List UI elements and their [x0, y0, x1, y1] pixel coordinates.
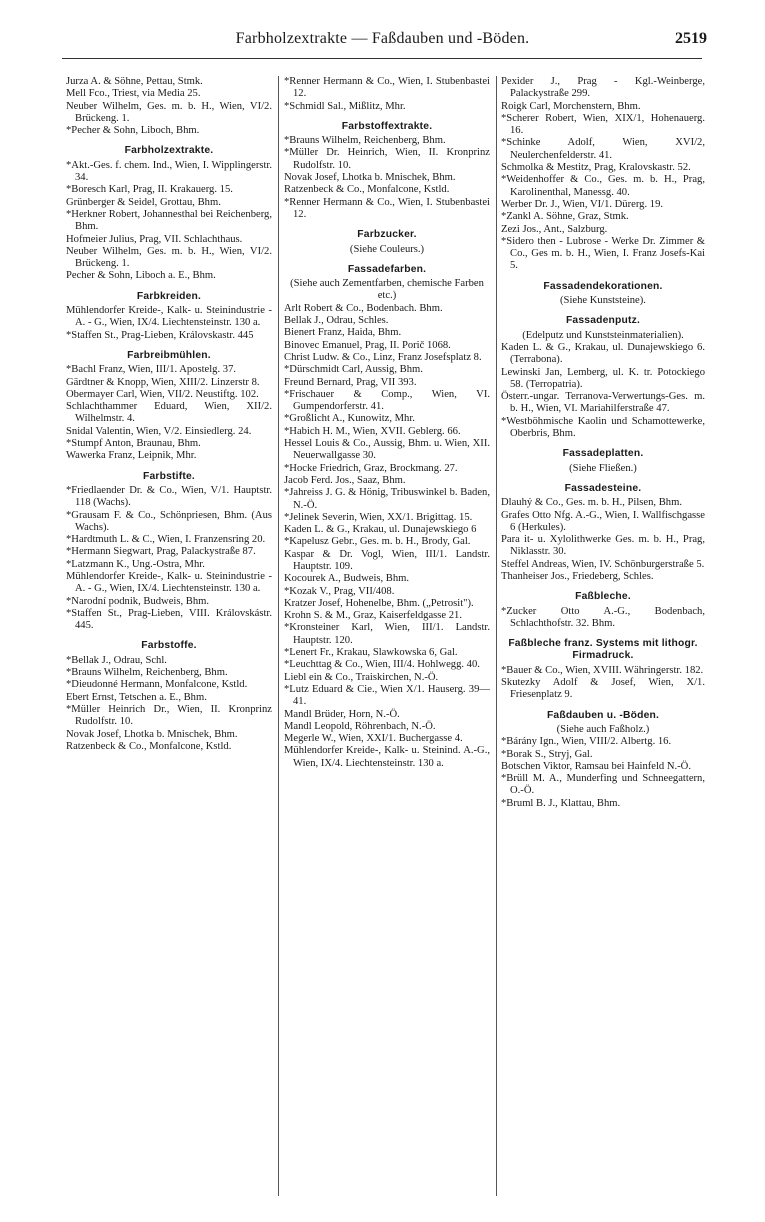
directory-entry: Neuber Wilhelm, Ges. m. b. H., Wien, VI/2. Brückeng. 1. [66, 245, 272, 270]
directory-entry: *Kapelusz Gebr., Ges. m. b. H., Brody, Gal. [284, 536, 471, 548]
directory-entry: Binovec Emanuel, Prag, II. Porič 1068. [284, 339, 451, 351]
column-divider [278, 76, 279, 1196]
directory-entry: *Jahreiss J. G. & Hönig, Tribuswinkel b. Baden, N.-Ö. [284, 487, 490, 511]
directory-entry: *Müller Dr. Heinrich, Wien, II. Kronprinz Rudolfstr. 10. [284, 147, 490, 171]
directory-entry: *Bachl Franz, Wien, III/1. Apostelg. 37. [66, 364, 237, 376]
directory-entry: *Bellak J., Odrau, Schl. [66, 654, 167, 666]
directory-entry: *Lutz Eduard & Cie., Wien X/1. Hauserg. 39—41. [284, 683, 490, 708]
directory-entry: *Sidero then - Lubrose - Werke Dr. Zimmer & Co., Ges m. b. H., Wien, I. Franz Josefs-Kai 5. [501, 235, 705, 272]
directory-entry: Steffel Andreas, Wien, IV. Schönburgerstraße 5. [501, 558, 705, 570]
section-heading: Farbstoffe. [141, 640, 197, 652]
directory-entry: Christ Ludw. & Co., Linz, Franz Josefsplatz 8. [284, 351, 482, 363]
page-number: 2519 [675, 30, 707, 47]
directory-entry: Mell Fco., Triest, via Media 25. [66, 88, 201, 100]
column-divider [496, 76, 497, 1196]
section-note: (Siehe auch Faßholz.) [556, 723, 650, 735]
directory-entry: Hofmeier Julius, Prag, VII. Schlachthaus. [66, 233, 243, 245]
directory-entry: *Zankl A. Söhne, Graz, Stmk. [501, 211, 629, 223]
directory-entry: *Schinke Adolf, Wien, XVI/2, Neulerchenfelderstr. 41. [501, 137, 705, 161]
section-heading: Farbholzextrakte. [124, 145, 214, 157]
directory-entry: Pecher & Sohn, Liboch a. E., Bhm. [66, 270, 216, 282]
directory-entry: Mandl Leopold, Röhrenbach, N.-Ö. [284, 720, 436, 732]
directory-entry: *Bauer & Co., Wien, XVIII. Währingerstr. 182. [501, 664, 704, 676]
directory-entry: Mühlendorfer Kreide-, Kalk- u. Steinindustrie - A. - G., Wien, IX/4. Liechtensteinstr. 130 a. [66, 305, 272, 329]
directory-entry: Dlauhý & Co., Ges. m. b. H., Pilsen, Bhm. [501, 497, 682, 509]
section-heading: Faßbleche. [575, 591, 631, 603]
section-heading: Fassadefarben. [347, 263, 427, 275]
directory-entry: Megerle W., Wien, XXI/1. Buchergasse 4. [284, 733, 463, 745]
directory-entry: Thanheiser Jos., Friedeberg, Schles. [501, 570, 654, 582]
directory-entry: *Hocke Friedrich, Graz, Brockmang. 27. [284, 462, 458, 474]
section-heading: Farbstifte. [143, 470, 195, 482]
directory-entry: *Grausam F. & Co., Schönpriesen, Bhm. (Aus Wachs). [66, 509, 272, 533]
section-note: (Siehe Fließen.) [569, 462, 637, 474]
directory-entry: Zezi Jos., Ant., Salzburg. [501, 223, 608, 235]
section-heading: Farbstoffextrakte. [341, 120, 433, 132]
directory-entry: *Boresch Karl, Prag, II. Krakauerg. 15. [66, 184, 233, 196]
section-note: (Siehe Kunststeine). [560, 295, 646, 307]
directory-entry: Kratzer Josef, Hohenelbe, Bhm. („Petrosit"). [284, 597, 474, 609]
directory-entry: *Bruml B. J., Klattau, Bhm. [501, 797, 621, 809]
directory-entry: *Brauns Wilhelm, Reichenberg, Bhm. [66, 667, 228, 679]
directory-entry: *Hermann Siegwart, Prag, Palackystraße 87. [66, 546, 256, 558]
page-title: Farbholzextrakte — Faßdauben und -Böden. [235, 30, 530, 47]
directory-entry: *Großlicht A., Kunowitz, Mhr. [284, 413, 415, 425]
directory-entry: Krohn S. & M., Graz, Kaiserfeldgasse 21. [284, 610, 462, 622]
column-2 [284, 76, 490, 770]
directory-entry: *Herkner Robert, Johannesthal bei Reichenberg, Bhm. [66, 208, 272, 233]
section-heading: Fassadendekorationen. [543, 280, 663, 292]
directory-entry: *Kronsteiner Karl, Wien, III/1. Landstr. Hauptstr. 120. [284, 622, 490, 646]
directory-entry: Mühlendorfer Kreide-, Kalk- u. Steinindustrie - A. - G., Wien, IX/4. Liechtensteinstr. 130 a. [66, 570, 272, 595]
directory-entry: Grünberger & Seidel, Grottau, Bhm. [66, 196, 221, 208]
directory-entry: *Staffen St., Prag-Lieben, Královskastr. 445 [66, 329, 254, 341]
directory-entry: *Renner Hermann & Co., Wien, I. Stubenbastei 12. [284, 76, 490, 100]
directory-entry: *Jelinek Severin, Wien, XX/1. Brigittag. 15. [284, 511, 473, 523]
directory-entry: Liebl ein & Co., Traiskirchen, N.-Ö. [284, 671, 439, 683]
directory-entry: *Borak S., Stryj, Gal. [501, 748, 593, 760]
directory-entry: *Friedlaender Dr. & Co., Wien, V/1. Hauptstr. 118 (Wachs). [66, 484, 272, 509]
directory-entry: *Dieudonné Hermann, Monfalcone, Kstld. [66, 679, 248, 691]
directory-entry: *Habich H. M., Wien, XVII. Geblerg. 66. [284, 425, 461, 437]
directory-entry: *Lenert Fr., Krakau, Slawkowska 6, Gal. [284, 647, 458, 659]
directory-entry: Botschen Viktor, Ramsau bei Hainfeld N.-Ö. [501, 760, 691, 772]
directory-entry: Kaden L. & G., Krakau, ul. Dunajewskiego 6 [284, 524, 477, 536]
directory-entry: *Kozak V., Prag, VII/408. [284, 585, 395, 597]
directory-entry: Neuber Wilhelm, Ges. m. b. H., Wien, VI/2. Brückeng. 1. [66, 100, 272, 124]
directory-entry: Novak Josef, Lhotka b. Mnischek, Bhm. [66, 728, 238, 740]
column-1 [66, 76, 272, 753]
section-heading: Farbzucker. [357, 229, 417, 241]
section-heading: Fassadesteine. [564, 482, 642, 494]
directory-entry: *Zucker Otto A.-G., Bodenbach, Schlachthofstr. 32. Bhm. [501, 605, 705, 629]
directory-entry: Mandl Brüder, Horn, N.-Ö. [284, 708, 400, 720]
directory-entry: *Müller Heinrich Dr., Wien, II. Kronprinz Rudolfstr. 10. [66, 703, 272, 728]
directory-entry: *Frischauer & Comp., Wien, VI. Gumpendorferstr. 41. [284, 388, 490, 413]
directory-entry: *Latzmann K., Ung.-Ostra, Mhr. [66, 558, 205, 570]
directory-entry: Obermayer Carl, Wien, VII/2. Neustiftg. 102. [66, 388, 259, 400]
directory-entry: *Bárány Ign., Wien, VIII/2. Albertg. 16. [501, 736, 672, 748]
directory-entry: Lewinski Jan, Lemberg, ul. K. tr. Potockiego 58. (Terropatria). [501, 366, 705, 390]
directory-entry: Bienert Franz, Haida, Bhm. [284, 327, 402, 339]
directory-entry: Snidal Valentin, Wien, V/2. Einsiedlerg. 24. [66, 425, 252, 437]
directory-entry: Grafes Otto Nfg. A.-G., Wien, I. Wallfischgasse 6 (Herkules). [501, 509, 705, 533]
directory-entry: *Renner Hermann & Co., Wien, I. Stubenbastei 12. [284, 196, 490, 220]
directory-entry: Ratzenbeck & Co., Monfalcone, Kstld. [284, 184, 450, 196]
directory-entry: Ratzenbeck & Co., Monfalcone, Kstld. [66, 740, 232, 752]
directory-entry: *Stumpf Anton, Braunau, Bhm. [66, 438, 201, 450]
directory-entry: Kaden L. & G., Krakau, ul. Dunajewskiego 6.(Terrabona). [501, 341, 705, 366]
directory-entry: Bellak J., Odrau, Schles. [284, 315, 389, 327]
directory-entry: Jurza A. & Söhne, Pettau, Stmk. [66, 76, 203, 87]
directory-entry: *Schmidl Sal., Mißlitz, Mhr. [284, 100, 406, 112]
section-heading: Farbreibmühlen. [127, 349, 211, 361]
section-heading: Faßdauben u. -Böden. [546, 709, 660, 721]
page-header [0, 30, 765, 54]
directory-entry: Österr.-ungar. Terranova-Verwertungs-Ges. m. b. H., Wien, VI. Mariahilferstraße 47. [501, 391, 705, 415]
directory-entry: Werber Dr. J., Wien, VI/1. Dürerg. 19. [501, 198, 664, 210]
directory-entry: Mühlendorfer Kreide-, Kalk- u. Steinind. A.-G., Wien, IX/4. Liechtensteinstr. 130 a. [284, 745, 490, 769]
directory-entry: Hessel Louis & Co., Aussig, Bhm. u. Wien, XII. Neuerwallgasse 30. [284, 438, 490, 462]
section-heading: Fassadeplatten. [562, 448, 644, 460]
section-heading: Faßbleche franz. Systems mit lithogr. Firmadruck. [508, 638, 698, 662]
directory-entry: *Weidenhoffer & Co., Ges. m. b. H., Prag, Karolinenthal, Manessg. 40. [501, 174, 705, 198]
directory-entry: *Akt.-Ges. f. chem. Ind., Wien, I. Wipplingerstr. 34. [66, 159, 272, 184]
directory-entry: *Pecher & Sohn, Liboch, Bhm. [66, 125, 200, 137]
directory-entry: Jacob Ferd. Jos., Saaz, Bhm. [284, 474, 406, 486]
directory-entry: Schmolka & Mestitz, Prag, Kralovskastr. 52. [501, 162, 691, 174]
directory-entry: Roigk Carl, Morchenstern, Bhm. [501, 100, 641, 112]
header-rule [62, 58, 702, 59]
directory-entry: *Hardtmuth L. & C., Wien, I. Franzensring 20. [66, 534, 266, 546]
directory-entry: *Narodní podnik, Budweis, Bhm. [66, 595, 210, 607]
directory-entry: Schlachthammer Eduard, Wien, XII/2. Wilhelmstr. 4. [66, 401, 272, 425]
directory-entry: Arlt Robert & Co., Bodenbach. Bhm. [284, 302, 443, 314]
directory-entry: *Brauns Wilhelm, Reichenberg, Bhm. [284, 135, 446, 147]
directory-entry: *Leuchttag & Co., Wien, III/4. Hohlwegg. 40. [284, 659, 480, 671]
column-3 [501, 76, 705, 810]
directory-entry: *Westböhmische Kaolin und Schamottewerke, Oberbris, Bhm. [501, 415, 705, 440]
directory-entry: Kocourek A., Budweis, Bhm. [284, 573, 410, 585]
directory-entry: *Brüll M. A., Munderfing und Schneegattern, O.-Ö. [501, 773, 705, 797]
directory-entry: Para it- u. Xylolithwerke Ges. m. b. H., Prag, Niklasstr. 30. [501, 534, 705, 558]
directory-entry: *Scherer Robert, Wien, XIX/1, Hohenauerg. 16. [501, 112, 705, 137]
directory-entry: Freund Bernard, Prag, VII 393. [284, 376, 417, 388]
directory-entry: Skutezky Adolf & Josef, Wien, X/1. Friesenplatz 9. [501, 677, 705, 701]
section-note: (Edelputz und Kunststeinmaterialien). [522, 329, 684, 341]
directory-entry: *Dürschmidt Carl, Aussig, Bhm. [284, 364, 423, 376]
section-note: (Siehe auch Zementfarben, chemische Farben etc.) [290, 278, 484, 302]
directory-entry: Kaspar & Dr. Vogl, Wien, III/1. Landstr. Hauptstr. 109. [284, 548, 490, 572]
section-note: (Siehe Couleurs.) [349, 243, 425, 255]
directory-entry: Novak Josef, Lhotka b. Mnischek, Bhm. [284, 172, 456, 184]
directory-entry: *Staffen St., Prag-Lieben, VIII. Královskástr. 445. [66, 607, 272, 632]
directory-entry: Wawerka Franz, Leipnik, Mhr. [66, 450, 197, 462]
section-heading: Fassadenputz. [565, 315, 641, 327]
directory-entry: Pexider J., Prag - Kgl.-Weinberge, Palackystraße 299. [501, 76, 705, 100]
directory-entry: Ebert Ernst, Tetschen a. E., Bhm. [66, 691, 207, 703]
directory-entry: Gärdtner & Knopp, Wien, XIII/2. Linzerstr 8. [66, 376, 260, 388]
section-heading: Farbkreiden. [136, 290, 202, 302]
